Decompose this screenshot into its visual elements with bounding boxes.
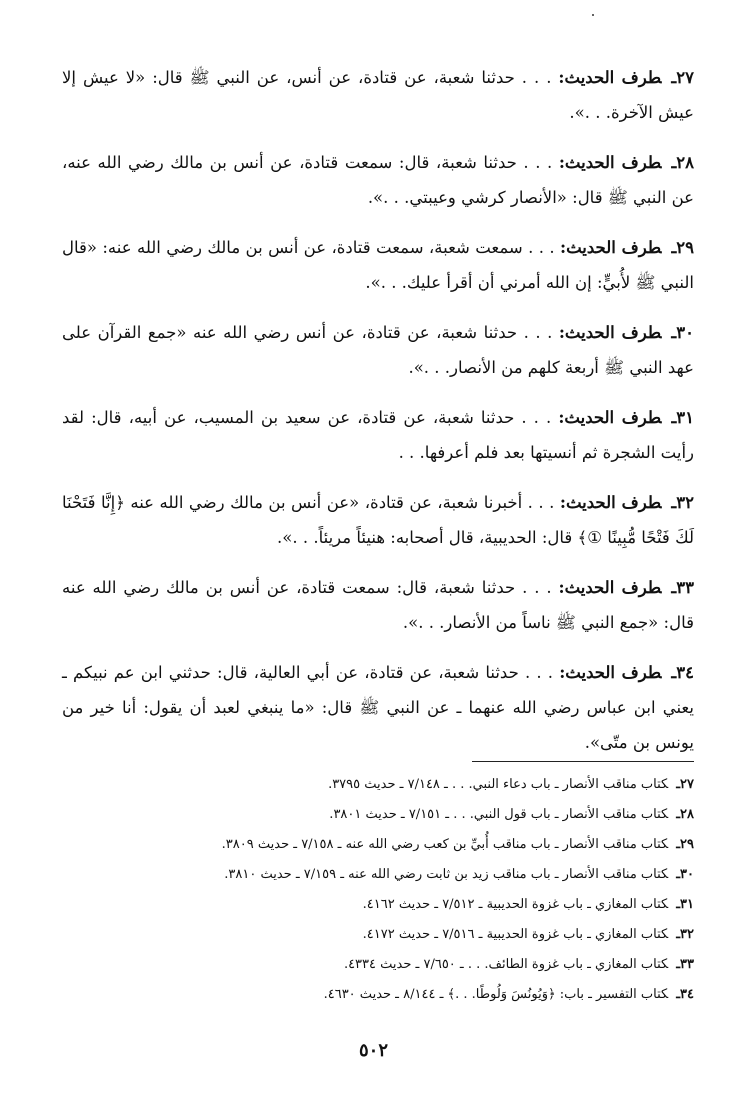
hadith-entry-31 — [62, 400, 694, 470]
entry-text: . . . حدثنا شعبة، عن قتادة، عن أنس رضي الله عنه «جمع القرآن على عهد النبي ﷺ أربعة كلهم من الأنصار. . .». — [62, 323, 694, 377]
footnote-text: كتاب المغازي ـ باب غزوة الحديبية ـ ٧/٥١٦ ـ حديث ٤١٧٢. — [362, 927, 669, 942]
entry-text: . . . سمعت شعبة، سمعت قتادة، عن أنس بن مالك رضي الله عنه: «قال النبي ﷺ لأُبيٍّ: إن الله أمرني أن أقرأ عليك. . .». — [62, 238, 694, 292]
entry-label: طرف الحديث: — [560, 238, 662, 257]
footnote-text: كتاب مناقب الأنصار ـ باب مناقب زيد بن ثابت رضي الله عنه ـ ٧/١٥٩ ـ حديث ٣٨١٠. — [224, 867, 669, 882]
footnote-text: كتاب المغازي ـ باب غزوة الحديبية ـ ٧/٥١٢ ـ حديث ٤١٦٢. — [362, 897, 669, 912]
entry-number: ٢٩ـ — [671, 238, 695, 257]
footnote-number: ٢٨ـ — [676, 807, 694, 822]
entry-number: ٢٨ـ — [671, 153, 695, 172]
footnote-27 — [90, 770, 694, 800]
entry-number: ٣٤ـ — [671, 663, 694, 682]
footnote-30 — [90, 860, 694, 890]
entry-text: . . . حدثنا شعبة، قال: سمعت قتادة، عن أنس بن مالك رضي الله عنه قال: «جمع النبي ﷺ ناساً من الأنصار. . .». — [62, 578, 694, 632]
main-text — [62, 60, 694, 775]
entry-text: . . . حدثنا شعبة، عن قتادة، عن سعيد بن المسيب، عن أبيه، قال: لقد رأيت الشجرة ثم أنسيتها بعد فلم أعرفها. . . — [62, 408, 694, 462]
footnote-number: ٣٣ـ — [676, 957, 694, 972]
footnote-31 — [90, 890, 694, 920]
entry-label: طرف الحديث: — [558, 578, 662, 597]
hadith-entry-28 — [62, 145, 694, 215]
entry-label: طرف الحديث: — [558, 323, 662, 342]
scan-speck — [592, 14, 594, 16]
entry-label: طرف الحديث: — [558, 68, 662, 87]
footnote-text: كتاب المغازي ـ باب غزوة الطائف. . . ـ ٧/٦٥٠ ـ حديث ٤٣٣٤. — [343, 957, 669, 972]
entry-text: . . . أخبرنا شعبة، عن قتادة، «عن أنس بن مالك رضي الله عنه ﴿إِنَّا فَتَحْنَا لَكَ فَتْحًا مُّبِينًا ①﴾ قال: الحديبية، قال أصحابه: هنيئاً مريئاً. . .». — [62, 493, 694, 547]
footnote-number: ٢٧ـ — [676, 777, 694, 792]
footnote-text: كتاب مناقب الأنصار ـ باب قول النبي. . . ـ ٧/١٥١ ـ حديث ٣٨٠١. — [329, 807, 669, 822]
footnote-number: ٣٢ـ — [676, 927, 694, 942]
entry-label: طرف الحديث: — [558, 153, 662, 172]
entry-number: ٣٣ـ — [671, 578, 694, 597]
hadith-entry-30 — [62, 315, 694, 385]
footnote-text: كتاب مناقب الأنصار ـ باب دعاء النبي. . . ـ ٧/١٤٨ ـ حديث ٣٧٩٥. — [328, 777, 669, 792]
entry-number: ٣١ـ — [671, 408, 695, 427]
hadith-entry-33 — [62, 570, 694, 640]
footnote-number: ٣١ـ — [676, 897, 694, 912]
entry-text: . . . حدثنا شعبة، عن قتادة، عن أنس، عن النبي ﷺ قال: «لا عيش إلا عيش الآخرة. . .». — [62, 68, 694, 122]
footnote-29 — [90, 830, 694, 860]
hadith-entry-34 — [62, 655, 694, 760]
footnote-32 — [90, 920, 694, 950]
footnote-33 — [90, 950, 694, 980]
entry-number: ٣٢ـ — [671, 493, 694, 512]
entry-text: . . . حدثنا شعبة، عن قتادة، عن أبي العالية، قال: حدثني ابن عم نبيكم ـ يعني ابن عباس رضي الله عنهما ـ عن النبي ﷺ قال: «ما ينبغي لعبد أن يقول: أنا خير من يونس بن متّى». — [62, 663, 694, 752]
footnote-text: كتاب مناقب الأنصار ـ باب مناقب أُبيِّ بن كعب رضي الله عنه ـ ٧/١٥٨ ـ حديث ٣٨٠٩. — [221, 837, 669, 852]
hadith-entry-29 — [62, 230, 694, 300]
footnote-number: ٢٩ـ — [676, 837, 694, 852]
entry-text: . . . حدثنا شعبة، قال: سمعت قتادة، عن أنس بن مالك رضي الله عنه، عن النبي ﷺ قال: «الأنصار كرشي وعيبتي. . .». — [62, 153, 694, 207]
hadith-entry-27 — [62, 60, 694, 130]
footnote-number: ٣٠ـ — [676, 867, 694, 882]
footnote-28 — [90, 800, 694, 830]
entry-label: طرف الحديث: — [559, 493, 662, 512]
entry-number: ٢٧ـ — [671, 68, 694, 87]
footnote-divider — [472, 761, 694, 762]
footnote-34 — [90, 980, 694, 1010]
entry-number: ٣٠ـ — [671, 323, 694, 342]
entry-label: طرف الحديث: — [558, 408, 662, 427]
footnote-text: كتاب التفسير ـ باب: ﴿وَيُونُسَ وَلُوطًا. . .﴾ ـ ٨/١٤٤ ـ حديث ٤٦٣٠. — [323, 987, 669, 1002]
footnote-number: ٣٤ـ — [676, 987, 694, 1002]
footnotes — [90, 770, 694, 1010]
hadith-entry-32 — [62, 485, 694, 555]
page-number: ٥٠٢ — [358, 1040, 388, 1061]
entry-label: طرف الحديث: — [559, 663, 662, 682]
